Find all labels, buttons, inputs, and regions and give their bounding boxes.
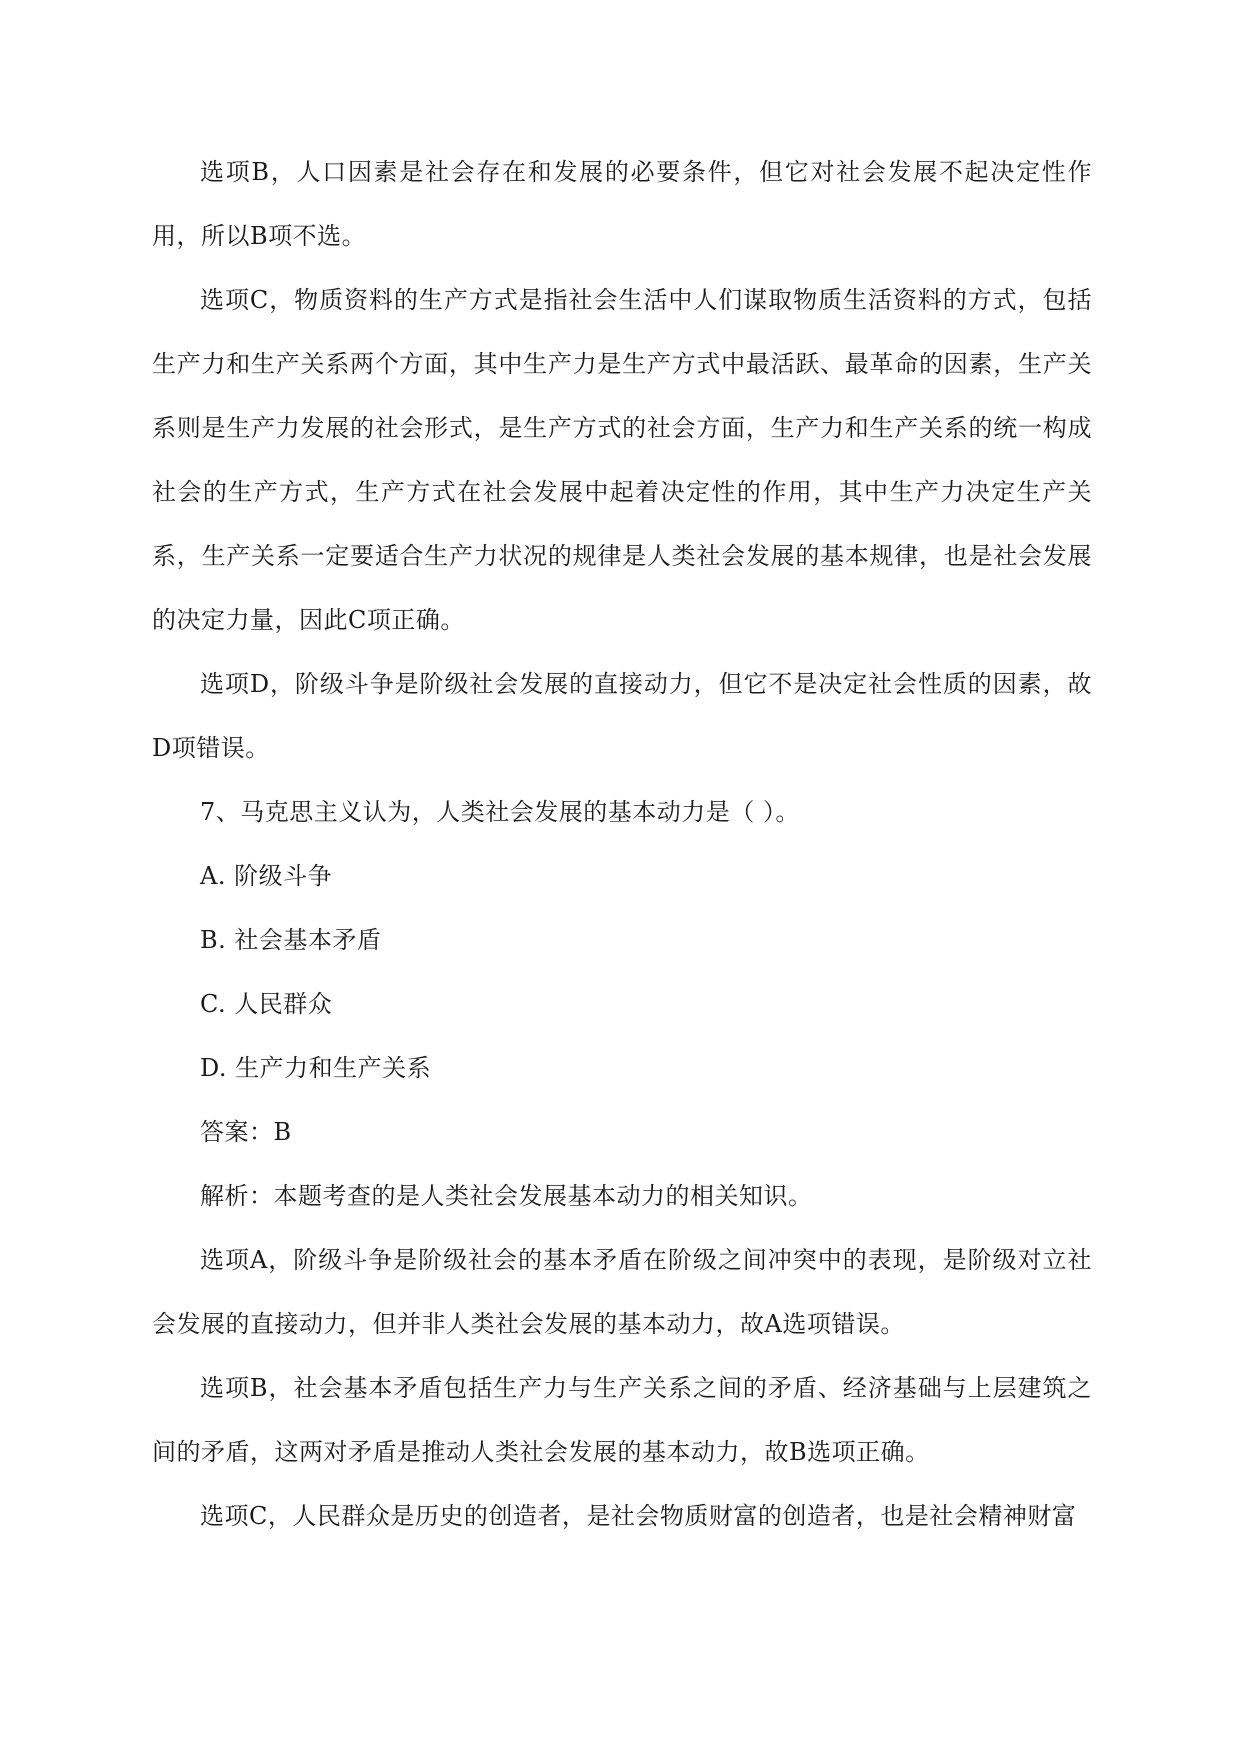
question-option-c: C. 人民群众 bbox=[200, 990, 333, 1018]
question-option-b: B. 社会基本矛盾 bbox=[200, 926, 382, 954]
answer-line: 答案：B bbox=[200, 1118, 292, 1146]
analysis-line: 解析：本题考查的是人类社会发展基本动力的相关知识。 bbox=[200, 1182, 813, 1210]
paragraph-option-d-explanation: 选项D，阶级斗争是阶级社会发展的直接动力，但它不是决定社会性质的因素，故D项错误。 bbox=[152, 670, 1092, 762]
paragraph-analysis-option-c: 选项C，人民群众是历史的创造者，是社会物质财富的创造者，也是社会精神财富 bbox=[200, 1502, 1077, 1530]
question-7: 7、马克思主义认为，人类社会发展的基本动力是（ ）。 bbox=[200, 798, 800, 826]
paragraph-analysis-option-a: 选项A，阶级斗争是阶级社会的基本矛盾在阶级之间冲突中的表现，是阶级对立社会发展的直接动力，但并非人类社会发展的基本动力，故A选项错误。 bbox=[152, 1246, 1092, 1338]
paragraph-analysis-option-b: 选项B，社会基本矛盾包括生产力与生产关系之间的矛盾、经济基础与上层建筑之间的矛盾，这两对矛盾是推动人类社会发展的基本动力，故B选项正确。 bbox=[152, 1374, 1092, 1466]
paragraph-option-b-explanation: 选项B，人口因素是社会存在和发展的必要条件，但它对社会发展不起决定性作用，所以B项不选。 bbox=[152, 158, 1092, 250]
document-body bbox=[152, 140, 1092, 1548]
question-option-a: A. 阶级斗争 bbox=[200, 862, 333, 890]
paragraph-option-c-explanation: 选项C，物质资料的生产方式是指社会生活中人们谋取物质生活资料的方式，包括生产力和生产关系两个方面，其中生产力是生产方式中最活跃、最革命的因素，生产关系则是生产力发展的社会形式，是生产方式的社会方面，生产力和生产关系的统一构成社会的生产方式，生产方式在社会发展中起着决定性的作用，其中生产力决定生产关系，生产关系一定要适合生产力状况的规律是人类社会发展的基本规律，也是社会发展的决定力量，因此C项正确。 bbox=[152, 286, 1092, 634]
question-option-d: D. 生产力和生产关系 bbox=[200, 1054, 432, 1082]
